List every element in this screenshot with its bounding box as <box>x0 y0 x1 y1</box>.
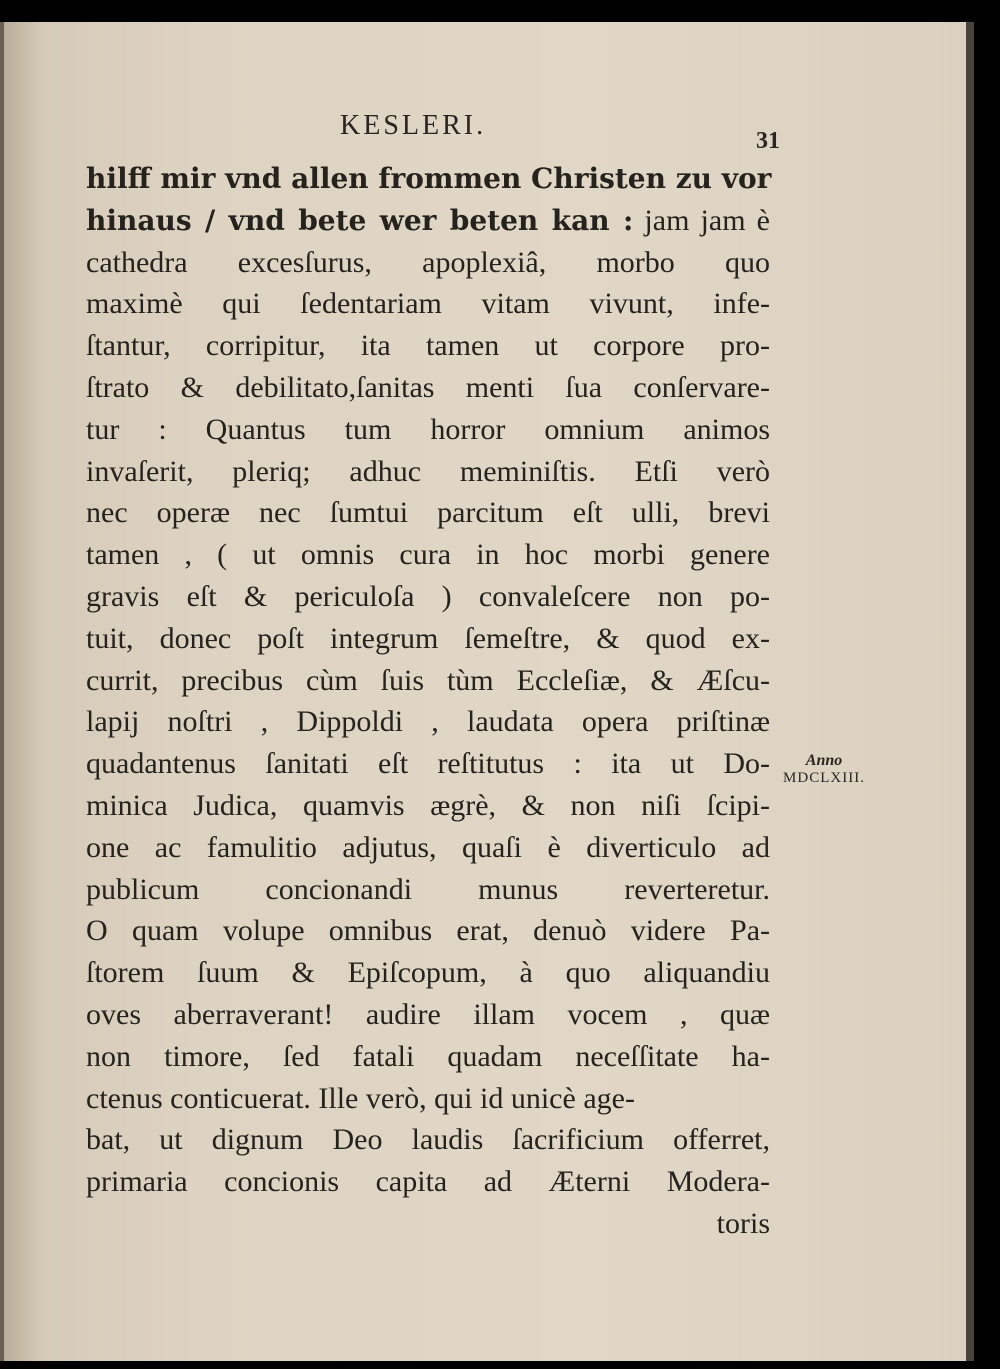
text-line: quadantenus ſanitati eſt reſtitutus : ita ut Do- <box>86 747 770 781</box>
text-line: one ac famulitio adjutus, quaſi è diverticulo ad <box>86 830 770 864</box>
text-line: ſtorem ſuum & Epiſcopum, à quo aliquandiu <box>86 956 770 990</box>
fraktur-text: hilff mir vnd allen frommen Christen zu vor <box>86 162 772 195</box>
text-line: non timore, ſed fatali quadam neceſſitate ha- <box>86 1039 770 1073</box>
text-line: maximè qui ſedentariam vitam vivunt, infe- <box>86 287 770 321</box>
text-line: bat, ut dignum Deo laudis ſacrificium offerret, <box>86 1123 770 1157</box>
text-line: gravis eſt & periculoſa ) convaleſcere non po- <box>86 579 770 613</box>
text-line: ſtantur, corripitur, ita tamen ut corpore pro- <box>86 329 770 363</box>
text-line: nec operæ nec ſumtui parcitum eſt ulli, brevi <box>86 496 770 530</box>
fraktur-text: hinaus / vnd bete wer beten kan : <box>86 203 634 237</box>
text-line: tamen , ( ut omnis cura in hoc morbi genere <box>86 538 770 572</box>
text-line: cathedra excesſurus, apoplexiâ, morbo quo <box>86 245 770 279</box>
text-line: ſtrato & debilitato,ſanitas menti ſua conſervare- <box>86 370 770 404</box>
page-right-edge <box>966 22 974 1361</box>
text-line: invaſerit, pleriq; adhuc meminiſtis. Etſi verò <box>86 454 770 488</box>
running-head: KESLERI. <box>340 110 487 141</box>
text-line <box>86 200 770 242</box>
text-line: primaria concionis capita ad Æterni Modera- <box>86 1165 770 1199</box>
page-number: 31 <box>756 128 780 154</box>
text-line: O quam volupe omnibus erat, denuò videre Pa- <box>86 914 770 948</box>
text-line: tuit, donec poſt integrum ſemeſtre, & quod ex- <box>86 621 770 655</box>
margin-note-year: MDCLXIII. <box>783 770 865 786</box>
text-line: lapij noſtri , Dippoldi , laudata opera priſtinæ <box>86 705 770 739</box>
latin-text: jam jam è <box>633 203 770 237</box>
text-line: tur : Quantus tum horror omnium animos <box>86 412 770 446</box>
catchword: toris <box>716 1206 770 1240</box>
text-line <box>86 158 770 200</box>
text-line: currit, precibus cùm ſuis tùm Eccleſiæ, & Æſcu- <box>86 663 770 697</box>
margin-note-anno: Anno <box>805 752 843 769</box>
body-text <box>86 158 770 1245</box>
text-line: publicum concionandi munus reverteretur. <box>86 872 770 906</box>
text-line: ctenus conticuerat. Ille verò, qui id unicè age- <box>86 1081 635 1115</box>
text-line: minica Judica, quamvis ægrè, & non niſi ſcipi- <box>86 788 770 822</box>
text-line: oves aberraverant! audire illam vocem , quæ <box>86 997 770 1031</box>
margin-note <box>764 752 884 787</box>
